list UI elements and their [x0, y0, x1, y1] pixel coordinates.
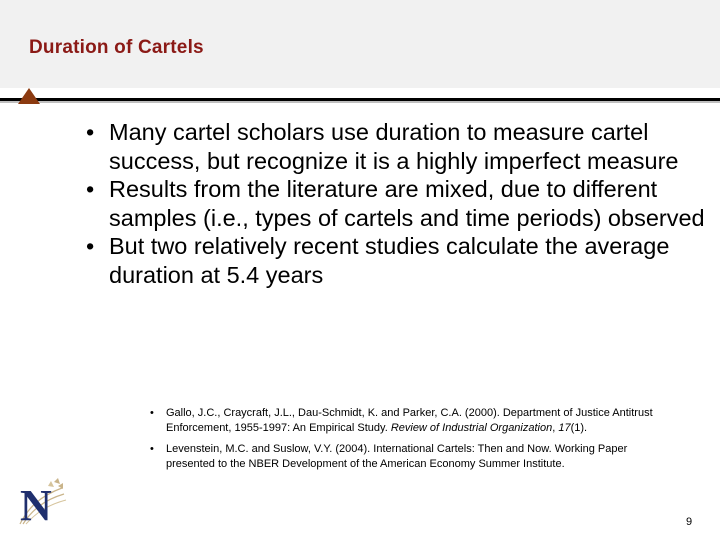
reference-list [150, 406, 670, 478]
reference-separator: , [552, 421, 559, 434]
bullet-list [86, 118, 706, 289]
logo-icon [14, 478, 68, 526]
bullet-dot: • [86, 119, 95, 145]
page-number: 9 [686, 516, 693, 528]
bullet-item [86, 175, 706, 232]
slide-header [0, 0, 720, 88]
bullet-item [86, 118, 706, 175]
triangle-marker-icon [18, 88, 40, 104]
reference-issue: (1). [570, 421, 588, 434]
reference-dot: • [150, 443, 154, 455]
bullet-text: Many cartel scholars use duration to measure cartel success, but recognize it is a highly imperfect measure [109, 119, 679, 174]
bullet-text: But two relatively recent studies calculate the average duration at 5.4 years [109, 233, 670, 288]
bullet-dot: • [86, 233, 95, 259]
logo-letter: N [20, 481, 52, 526]
reference-text: Levenstein, M.C. and Suslow, V.Y. (2004). International Cartels: Then and Now. Working Paper presented to the NBER Development of the American Economy Summer Institute. [166, 443, 628, 470]
reference-text: Gallo, J.C., Craycraft, J.L., Dau-Schmidt, K. and Parker, C.A. (2000). Department of Justice Antitrust Enforcement, 1955-1997: An Empirical Study. [166, 407, 653, 434]
bullet-item [86, 232, 706, 289]
bullet-text: Results from the literature are mixed, due to different samples (i.e., types of cartels and time periods) observed [109, 176, 705, 231]
reference-dot: • [150, 407, 154, 419]
reference-journal: Review of Industrial Organization [390, 421, 553, 434]
header-divider-shadow [0, 101, 720, 103]
reference-item [150, 406, 670, 435]
slide-title: Duration of Cartels [29, 37, 204, 58]
reference-volume: 17 [558, 421, 571, 434]
reference-item [150, 442, 670, 471]
bullet-dot: • [86, 176, 95, 202]
